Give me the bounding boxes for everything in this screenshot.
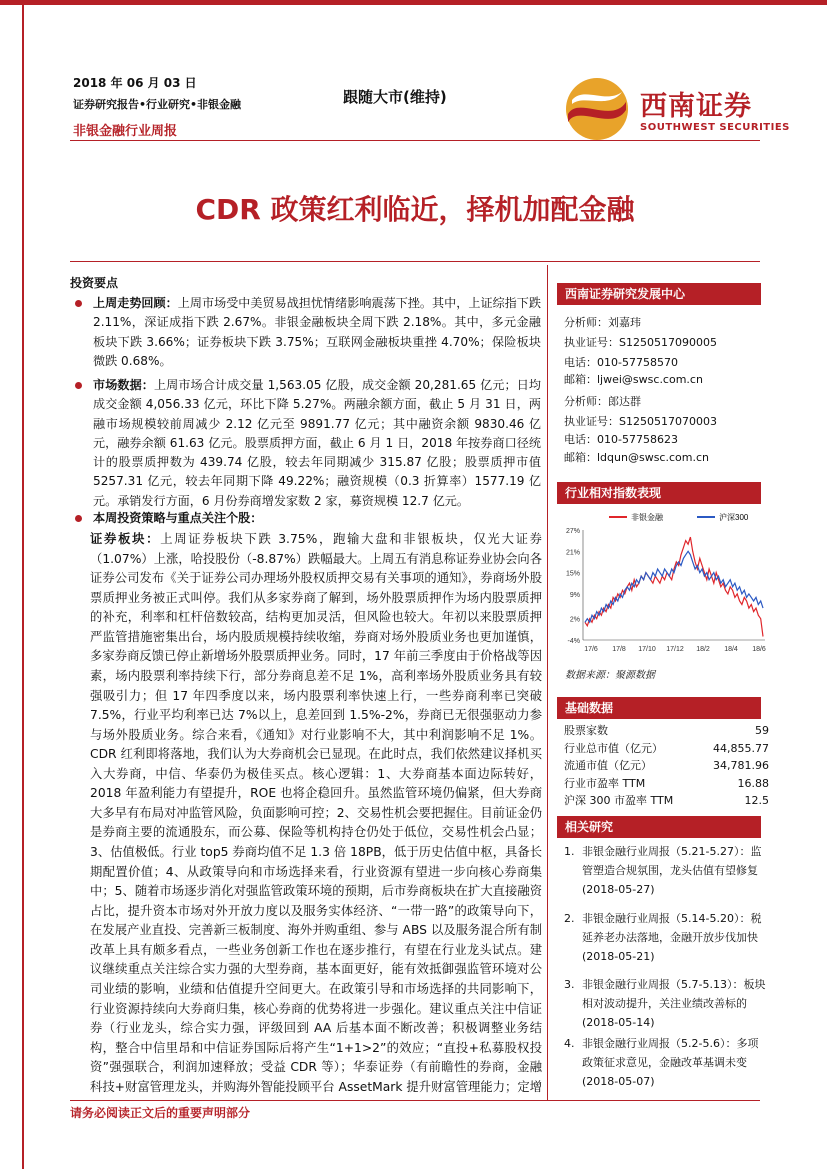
- report-title: CDR 政策红利临近，择机加配金融: [195, 193, 635, 226]
- title-divider: [70, 261, 760, 262]
- row-label: 行业市盈率 TTM: [564, 776, 646, 790]
- research-item[interactable]: [564, 909, 769, 966]
- x-tick-label: 18/2: [696, 646, 710, 653]
- y-tick-label: 2%: [569, 616, 580, 624]
- key-point-text: 上周市场受中美贸易战担忧情绪影响震荡下挫。其中，上证综指下跌 2.11%，深证成指下跌 2.67%。非银金融板块全周下跌 2.18%。其中，多元金融板块下跌 3.66%；证券板块下跌 3.75%；互联网金融板块重挫 4.70%；保险板块微跌 0.68%。: [93, 296, 541, 368]
- rating: 跟随大市(维持): [343, 88, 447, 106]
- table-row: [564, 757, 769, 775]
- footer-disclaimer: 请务必阅读正文后的重要声明部分: [70, 1106, 251, 1120]
- item-number: 1.: [564, 845, 575, 858]
- row-label: 流通市值（亿元）: [564, 759, 652, 772]
- table-row: [564, 740, 769, 758]
- item-title: 非银金融行业周报（5.2-5.6）：多项政策征求意见，金融改革基调未变: [582, 1037, 759, 1069]
- row-value: 34,781.96: [713, 759, 769, 772]
- legend-label-hs300: 沪深300: [719, 513, 749, 522]
- research-item[interactable]: [564, 842, 769, 899]
- sector-label: 证券板块：: [90, 532, 161, 546]
- bullet-icon: [75, 515, 82, 522]
- column-divider: [547, 265, 548, 1100]
- key-point-label: 市场数据：: [93, 378, 154, 392]
- row-value: 59: [755, 724, 769, 737]
- research-item[interactable]: [564, 975, 769, 1032]
- y-tick-label: 21%: [565, 549, 580, 557]
- key-point-label: 本周投资策略与重点关注个股：: [93, 511, 263, 525]
- item-title: 非银金融行业周报（5.7-5.13）：板块相对波动提升，关注业绩改善标的: [582, 978, 766, 1010]
- row-value: 44,855.77: [713, 741, 769, 755]
- footer-divider: [70, 1100, 760, 1101]
- report-type: 证券研究报告•行业研究•非银金融: [73, 98, 242, 111]
- item-number: 4.: [564, 1037, 575, 1050]
- x-tick-label: 17/10: [638, 646, 656, 653]
- analyst-1-email[interactable]: 邮箱：ljwei@swsc.com.cn: [564, 373, 703, 386]
- company-name-cn: 西南证券: [640, 91, 752, 122]
- key-point-label: 上周走势回顾：: [93, 296, 178, 310]
- row-label: 沪深 300 市盈率 TTM: [564, 794, 674, 807]
- relative-index-chart: [557, 510, 769, 660]
- chart-source: 数据来源：聚源数据: [565, 670, 655, 681]
- analyst-2-name: 分析师：郎达群: [564, 395, 641, 408]
- x-tick-label: 17/6: [584, 646, 598, 653]
- table-row: [564, 722, 769, 740]
- research-item[interactable]: [564, 1034, 769, 1091]
- top-accent-bar: [0, 0, 827, 5]
- analyst-2-email[interactable]: 邮箱：ldqun@swsc.com.cn: [564, 451, 709, 464]
- research-center-heading: 西南证券研究发展中心: [557, 283, 761, 305]
- legend-label-nonbank: 非银金融: [631, 513, 663, 522]
- y-tick-label: -4%: [567, 638, 580, 645]
- left-accent-rule: [22, 0, 24, 1169]
- index-chart-heading: 行业相对指数表现: [557, 482, 761, 504]
- series-line-hs300: [585, 551, 763, 622]
- chart-axes: [566, 528, 766, 653]
- item-date: (2018-05-27): [582, 883, 655, 896]
- y-tick-label: 27%: [565, 528, 580, 535]
- row-value: 12.5: [744, 794, 769, 807]
- chart-legend: [609, 512, 749, 522]
- key-point-text: 上周市场合计成交量 1,563.05 亿股，成交金额 20,281.65 亿元；日均成交金额 4,056.33 亿元，环比下降 5.27%。两融余额方面，截止 5 月 31 日，两融市场规模较前周减少 2.12 亿元至 9891.77 亿元；其中融资余额 9830.46 亿元，融券余额 61.63 亿元。股票质押方面，截止 6 月 1 日，2018 年按券商口径统计的股票质押数为 439.74 亿股，较去年同期减少 315.87 亿股；股票质押市值 5257.31 亿元，较去年同期下降 49.22%；融资规模（0.3 折算率）1577.19 亿元。承销发行方面，6 月份券商增发家数 2 家，募资规模 12.7 亿元。: [93, 378, 541, 508]
- analyst-1-name: 分析师：刘嘉玮: [564, 316, 641, 329]
- analyst-1-cert: 执业证号：S1250517090005: [564, 336, 717, 349]
- key-point-market-review: [93, 294, 541, 372]
- analyst-2-cert: 执业证号：S1250517070003: [564, 415, 717, 428]
- row-label: 股票家数: [564, 724, 608, 737]
- item-number: 3.: [564, 978, 575, 991]
- y-tick-label: 15%: [565, 570, 580, 578]
- header-divider: [70, 140, 760, 141]
- company-name-en: SOUTHWEST SECURITIES: [640, 122, 790, 133]
- row-label: 行业总市值（亿元）: [564, 741, 663, 755]
- basic-data-table: [564, 722, 769, 810]
- key-points-heading: 投资要点: [70, 276, 119, 290]
- sector-text: 上周证券板块下跌 3.75%，跑输大盘和非银板块，仅光大证券（1.07%）上涨，哈投股份（-8.87%）跌幅最大。上周五有消息称证券业协会向各证券公司发布《关于证券公司办理场外股权质押交易有关事项的通知》，券商场外股票质押业务被正式叫停。我们从多家券商了解到，场外股票质押作为场内股票质押的补充，利率和杠杆倍数较高，结构更加灵活，但风险也较大。年初以来股票质押严监管措施密集出台，场内股质规模持续收缩，券商对场外股质业务也更加谨慎，多家券商反馈已停止新增场外股票质押业务。同时，17 年前三季度由于价格战等因素，场内股票利率持续下行，部分券商息差不足 1%，高利率场外股质业务具有较强吸引力；但 17 年四季度以来，场内股票利率快速上行，一些券商利率已突破 7.5%，行业平均利率已达 7%以上，息差回到 1.5%-2%，券商已无很强驱动力参与场外股质业务。综合来看，《通知》对行业影响不大，其中利润影响不足 1%。CDR 红利即将落地，我们认为大券商机会已显现。在此时点，我们依然建议择机买入大券商，中信、华泰仍为极佳买点。核心逻辑：1、大券商基本面边际转好，2018 年盈利能力有望提升，ROE 也将企稳回升。虽然监管环境仍偏紧，但大券商大多早有布局对冲监管风险，负面影响可控；2、交易性机会要把握住。目前证金仍是券商主要的流通股东，而公募、保险等机构持仓仍处于低位，交易性机会凸显；3、估值极低。行业 top5 券商均值不足 1.3 倍 18PB，低于历史估值中枢，具备长期配置价值；4、从政策导向和市场选择来看，行业资源有望进一步向核心券商集中；5、随着市场逐步消化对强监管政策环境的预期，后市券商板块在扩大直接融资占比，提升资本市场对外开放力度以及服务实体经济、“一带一路”的政策导向下，在发展产业直投、完善新三板制度、海外并购重组、参与 ABS 以及服务混合所有制改革上具有颇多看点，一些业务创新工作也在逐步推行，有望在行业龙头试点。建议继续重点关注综合实力强的大型券商，基本面更好，能有效抵御强监管环境对公司业绩的影响，业绩和估值提升空间更大。在政策引导和市场选择的共同影响下，行业资源持续向大券商归集，核心券商的优势将进一步强化。建议重点关注中信证券（行业龙头，综合实力强，评级回到 AA 后基本面不断改善；积极调整业务结构，整合中信里昂和中信证券国际后将产生“1+1>2”的效应；“直投+私募股权投资”强强联合，利润加速释放；受益 CDR 等）；华泰证券（有前瞻性的券商，金融科技+财富管理龙头，并购海外智能投顾平台 AssetMark 提升财富管理能力；定增: [90, 532, 542, 1094]
- bullet-icon: [75, 300, 82, 307]
- securities-sector-paragraph: [90, 530, 542, 1096]
- basic-data-heading: 基础数据: [557, 697, 761, 719]
- report-series: 非银金融行业周报: [73, 124, 178, 139]
- table-row: [564, 775, 769, 793]
- item-title: 非银金融行业周报（5.21-5.27）：监管塑造合规氛围，龙头估值有望修复: [582, 845, 762, 877]
- x-tick-label: 18/6: [752, 646, 766, 653]
- item-date: (2018-05-14): [582, 1016, 655, 1029]
- chart-series: [585, 537, 763, 636]
- item-number: 2.: [564, 912, 575, 925]
- item-title: 非银金融行业周报（5.14-5.20）：税延养老办法落地，金融开放步伐加快: [582, 912, 762, 944]
- x-tick-label: 17/12: [666, 646, 684, 653]
- analyst-1-phone: 电话：010-57758570: [564, 356, 678, 369]
- x-tick-label: 17/8: [612, 646, 626, 653]
- related-research-heading: 相关研究: [557, 816, 761, 838]
- row-value: 16.88: [737, 776, 769, 790]
- key-point-market-data: [93, 376, 541, 508]
- bullet-icon: [75, 382, 82, 389]
- report-date: 2018 年 06 月 03 日: [73, 76, 197, 90]
- analyst-2-phone: 电话：010-57758623: [564, 433, 678, 446]
- item-date: (2018-05-21): [582, 950, 655, 963]
- key-point-strategy: [93, 509, 541, 531]
- company-logo-icon: [562, 74, 632, 144]
- x-tick-label: 18/4: [724, 646, 738, 653]
- table-row: [564, 792, 769, 810]
- y-tick-label: 9%: [569, 591, 580, 599]
- item-date: (2018-05-07): [582, 1075, 655, 1088]
